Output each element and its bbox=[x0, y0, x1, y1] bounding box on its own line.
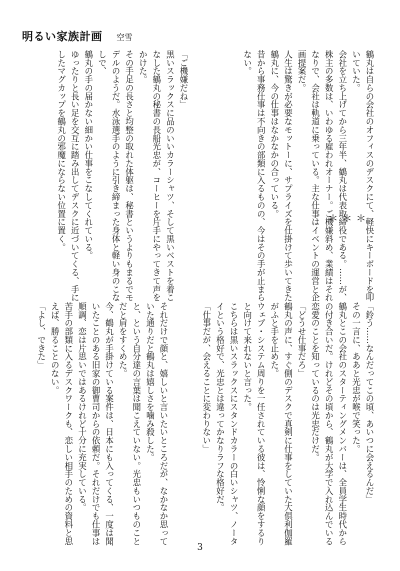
section-break: ＊＊＊ bbox=[328, 214, 370, 225]
story-title: 明るい家族計画 bbox=[22, 30, 103, 43]
text-column-bottom-right: 「鈴う……なんだってこの頃、あいつに会えるんだ」 その一言に、ああと光忠が喉で笑った。 鶴丸とこの会社のスターティングメンバーは、全員学生時代からの付き合いだ。けれどその頃から、鶴丸が大学で入れ込んでいる恋愛のことを知っているのは光忠だけだ。 「どうせ仕事だろ」 鶴丸の声に、すぐ側のデスクで真剣に仕事をしていた大倶利伽羅がふと手を止めた。 ウェブ・システム周りを一任されている彼は、怜悧な顔をするりと向けて来れないと言った。 こちらは黒いスラックスにスタンドカラーの白いシャツ、ノータイという格好で、光忠とは違ってかなりラフな格好だ。 「仕事だが、会えることに変わりない」 bbox=[201, 302, 375, 546]
page-number: 3 bbox=[197, 543, 203, 553]
author-name: 空雪 bbox=[116, 33, 133, 42]
page-header bbox=[22, 28, 133, 44]
text-column-top-right: 鶴丸は自らの会社のオフィスのデスクにて、軽快にキーボードを叩いていた。 会社を立ち上げてから三年半、鶴丸は代表取締役である。……が、株主の多数は、いわゆる雇われオーナー。ご機嫌斜め、業績はそれなりで、会社は軌道に乗っている。主な仕事はイベントの運営と企画提案だ。 人生は驚きが必要なモットーに、サプライズを仕掛けて歩いてきた鶴丸に、今の仕事はなかなかの合っている。 昔から事務仕事は不向きの部類に入るものの、今はその手が止まらない。 bbox=[242, 50, 375, 302]
text-column-top-left: 「ご機嫌だね」 黒いスラックスに品のいいカラーシャツ、そして黒いベストを着こなした鶴丸の秘書の長船光忠が、コーヒーを片手にやってきて声をかけた。 その手足の長さと均整の取れた体躯は、秘書というよりもまるでモデルのようだ。水泳選手のように引き締まった身体と軽い身のこなしで、 鶴丸の手の届かない細かい仕事をこなしてくれている。 ゆったりと長い足を交互に踏み出してデスクに近づいてくる、手にしたマグカップを鶴丸の邪魔にならない位置に置く。 bbox=[56, 50, 189, 302]
text-column-bottom-left: それだけで顔と、嬉しいと言いたいところだが、なかなか思っていた通りだと鶴丸は嬉しさを噛み殺した。 と、という自分達の言葉は聞こえていない。光忠もいつものことだと肩をすくめた。 今、鶴丸が手掛けている案件は、日本にも入ってくる、一度は聞いたことのある旧家の御曹司からの依頼だ。それだけでも仕事は順調、恋は片思いではあるけれど十分に充実している。 苦手の部類に入るデスクワークも、恋しい相手のための資料と思えば、勝ることのない。 「よし、できた」 bbox=[36, 302, 169, 546]
